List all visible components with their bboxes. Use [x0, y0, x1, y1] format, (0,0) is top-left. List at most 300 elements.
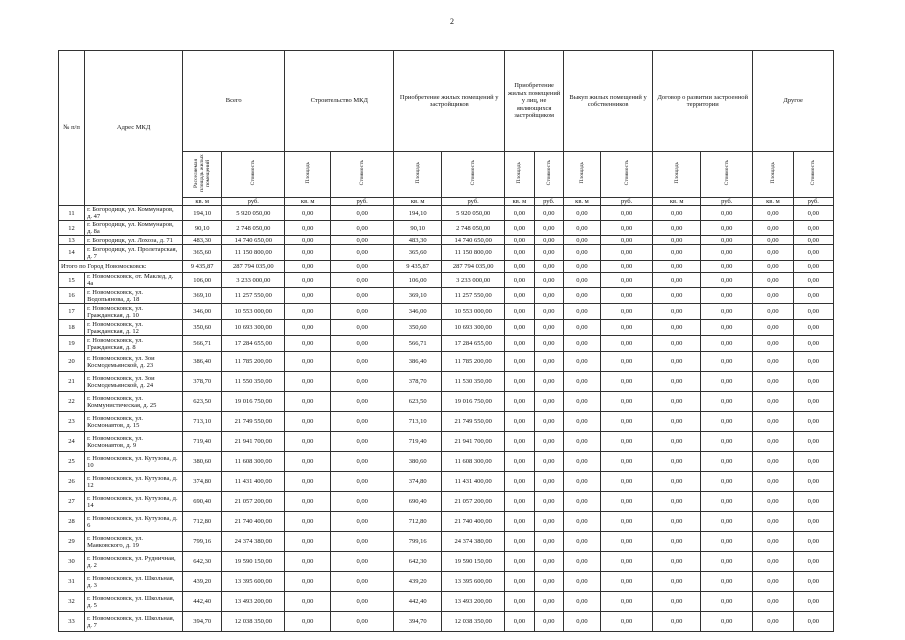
cell-area: 0,00 — [285, 592, 331, 612]
cell-area: 0,00 — [753, 221, 793, 236]
cell-cost: 21 749 550,00 — [442, 412, 505, 432]
unit-rub: руб. — [442, 197, 505, 206]
table-row — [59, 392, 834, 412]
cell-area: 0,00 — [753, 206, 793, 221]
cell-cost: 0,00 — [534, 304, 563, 320]
cell-cost: 12 038 350,00 — [222, 612, 285, 632]
cell-area: 386,40 — [183, 352, 222, 372]
cell-cost: 0,00 — [331, 552, 394, 572]
row-number: 27 — [59, 492, 85, 512]
cell-area: 0,00 — [653, 612, 701, 632]
cell-cost: 0,00 — [331, 472, 394, 492]
cell-cost: 0,00 — [701, 236, 753, 245]
cell-area: 0,00 — [505, 352, 534, 372]
cell-area: 0,00 — [563, 261, 600, 273]
cell-cost: 0,00 — [534, 592, 563, 612]
cell-cost: 21 057 200,00 — [222, 492, 285, 512]
row-number: 16 — [59, 288, 85, 304]
cell-cost: 24 374 380,00 — [222, 532, 285, 552]
cell-area: 0,00 — [285, 452, 331, 472]
row-number: 32 — [59, 592, 85, 612]
cell-cost: 0,00 — [600, 352, 652, 372]
cell-area: 0,00 — [505, 532, 534, 552]
cell-area: 0,00 — [753, 336, 793, 352]
cell-cost: 0,00 — [331, 304, 394, 320]
cell-area: 0,00 — [563, 273, 600, 288]
cell-area: 0,00 — [563, 432, 600, 452]
row-address: г. Новомосковск, ул. Водопьянова, д. 18 — [85, 288, 183, 304]
cell-cost: 0,00 — [534, 221, 563, 236]
cell-cost: 0,00 — [701, 572, 753, 592]
group-header-development-contract: Договор о развитии застроенной территории — [653, 51, 753, 152]
table-row — [59, 612, 834, 632]
cell-area: 0,00 — [563, 572, 600, 592]
cell-cost: 0,00 — [701, 452, 753, 472]
cell-area: 566,71 — [183, 336, 222, 352]
cell-area: 0,00 — [563, 452, 600, 472]
cell-cost: 0,00 — [331, 412, 394, 432]
table-row — [59, 552, 834, 572]
cell-cost: 0,00 — [793, 432, 833, 452]
group-header-buyout: Выкуп жилых помещений у собственников — [563, 51, 652, 152]
cell-area: 0,00 — [285, 552, 331, 572]
cell-cost: 0,00 — [701, 245, 753, 261]
row-address: г. Новомосковск, ул. Космонавтов, д. 9 — [85, 432, 183, 452]
cell-cost: 11 608 300,00 — [222, 452, 285, 472]
cell-area: 0,00 — [505, 412, 534, 432]
table-row — [59, 472, 834, 492]
cell-cost: 0,00 — [600, 392, 652, 412]
cell-area: 0,00 — [563, 392, 600, 412]
cell-area: 374,80 — [183, 472, 222, 492]
cell-cost: 0,00 — [793, 552, 833, 572]
col-num-header: № п/п — [59, 51, 85, 206]
row-address: г. Новомосковск, ул. Школьная, д. 5 — [85, 592, 183, 612]
cell-area: 0,00 — [505, 432, 534, 452]
row-address: г. Новомосковск, от. Маклед, д. 4а — [85, 273, 183, 288]
cell-cost: 0,00 — [701, 512, 753, 532]
cell-area: 9 435,87 — [183, 261, 222, 273]
cell-area: 378,70 — [183, 372, 222, 392]
cell-area: 0,00 — [753, 612, 793, 632]
cell-cost: 12 038 350,00 — [442, 612, 505, 632]
cell-cost: 11 530 350,00 — [442, 372, 505, 392]
cell-cost: 0,00 — [534, 512, 563, 532]
cell-area: 0,00 — [563, 288, 600, 304]
cell-cost: 0,00 — [793, 352, 833, 372]
cell-area: 0,00 — [285, 492, 331, 512]
resettlement-table — [58, 50, 834, 632]
cell-cost: 0,00 — [600, 512, 652, 532]
cell-cost: 11 257 550,00 — [222, 288, 285, 304]
cell-area: 0,00 — [505, 572, 534, 592]
cell-area: 0,00 — [753, 552, 793, 572]
cell-cost: 21 057 200,00 — [442, 492, 505, 512]
cell-area: 0,00 — [653, 236, 701, 245]
cell-area: 0,00 — [563, 352, 600, 372]
cell-cost: 0,00 — [793, 320, 833, 336]
cell-area: 378,70 — [394, 372, 442, 392]
row-number: 31 — [59, 572, 85, 592]
row-address: г. Новомосковск, ул. Кутузова, д. 10 — [85, 452, 183, 472]
cell-cost: 0,00 — [701, 320, 753, 336]
cell-area: 369,10 — [394, 288, 442, 304]
row-number: 20 — [59, 352, 85, 372]
cell-cost: 0,00 — [600, 261, 652, 273]
cell-area: 0,00 — [563, 336, 600, 352]
cell-cost: 11 550 350,00 — [222, 372, 285, 392]
cell-area: 0,00 — [753, 452, 793, 472]
cell-cost: 0,00 — [793, 512, 833, 532]
sub-header-area: Площадь — [563, 152, 600, 198]
cell-area: 0,00 — [563, 304, 600, 320]
table-row — [59, 592, 834, 612]
cell-cost: 0,00 — [600, 372, 652, 392]
cell-cost: 0,00 — [331, 572, 394, 592]
cell-area: 0,00 — [563, 236, 600, 245]
cell-cost: 5 920 050,00 — [442, 206, 505, 221]
cell-area: 0,00 — [653, 372, 701, 392]
cell-area: 0,00 — [285, 432, 331, 452]
cell-area: 350,60 — [183, 320, 222, 336]
cell-cost: 0,00 — [793, 472, 833, 492]
cell-cost: 21 740 400,00 — [222, 512, 285, 532]
row-address: г. Новомосковск, ул. Гражданская, д. 12 — [85, 320, 183, 336]
table-row — [59, 245, 834, 261]
cell-area: 0,00 — [505, 592, 534, 612]
cell-area: 442,40 — [183, 592, 222, 612]
cell-area: 642,30 — [183, 552, 222, 572]
cell-cost: 0,00 — [793, 221, 833, 236]
cell-area: 346,00 — [183, 304, 222, 320]
cell-cost: 0,00 — [534, 472, 563, 492]
cell-cost: 21 749 550,00 — [222, 412, 285, 432]
row-number: 33 — [59, 612, 85, 632]
cell-area: 0,00 — [505, 552, 534, 572]
cell-area: 0,00 — [505, 492, 534, 512]
cell-cost: 0,00 — [793, 245, 833, 261]
table-row — [59, 512, 834, 532]
table-row — [59, 412, 834, 432]
cell-cost: 287 794 035,00 — [442, 261, 505, 273]
cell-area: 0,00 — [753, 236, 793, 245]
cell-cost: 5 920 050,00 — [222, 206, 285, 221]
cell-cost: 0,00 — [701, 372, 753, 392]
cell-area: 0,00 — [285, 336, 331, 352]
cell-cost: 2 748 050,00 — [222, 221, 285, 236]
cell-cost: 0,00 — [331, 372, 394, 392]
cell-area: 0,00 — [285, 206, 331, 221]
cell-cost: 10 693 300,00 — [442, 320, 505, 336]
cell-area: 194,10 — [394, 206, 442, 221]
cell-cost: 0,00 — [701, 392, 753, 412]
cell-area: 0,00 — [505, 221, 534, 236]
cell-area: 0,00 — [653, 352, 701, 372]
cell-cost: 0,00 — [600, 288, 652, 304]
cell-area: 623,50 — [394, 392, 442, 412]
row-number: 30 — [59, 552, 85, 572]
cell-area: 106,00 — [394, 273, 442, 288]
cell-cost: 19 590 150,00 — [222, 552, 285, 572]
cell-area: 0,00 — [753, 273, 793, 288]
cell-cost: 0,00 — [701, 472, 753, 492]
cell-area: 0,00 — [563, 592, 600, 612]
cell-area: 0,00 — [753, 245, 793, 261]
cell-area: 0,00 — [285, 273, 331, 288]
cell-cost: 0,00 — [534, 236, 563, 245]
cell-cost: 0,00 — [331, 206, 394, 221]
cell-area: 346,00 — [394, 304, 442, 320]
cell-cost: 0,00 — [701, 412, 753, 432]
cell-cost: 0,00 — [600, 412, 652, 432]
cell-area: 0,00 — [653, 572, 701, 592]
sub-header-cost: Стоимость — [442, 152, 505, 198]
table-row — [59, 492, 834, 512]
unit-rub: руб. — [701, 197, 753, 206]
cell-cost: 3 233 000,00 — [222, 273, 285, 288]
cell-cost: 287 794 035,00 — [222, 261, 285, 273]
cell-cost: 0,00 — [701, 273, 753, 288]
cell-cost: 17 284 655,00 — [442, 336, 505, 352]
cell-cost: 24 374 380,00 — [442, 532, 505, 552]
cell-cost: 0,00 — [600, 221, 652, 236]
cell-area: 0,00 — [653, 392, 701, 412]
cell-cost: 0,00 — [793, 592, 833, 612]
cell-area: 0,00 — [653, 492, 701, 512]
cell-area: 90,10 — [394, 221, 442, 236]
table-body — [59, 206, 834, 632]
cell-area: 0,00 — [505, 372, 534, 392]
cell-area: 712,80 — [394, 512, 442, 532]
cell-area: 0,00 — [653, 552, 701, 572]
cell-cost: 0,00 — [534, 452, 563, 472]
cell-cost: 13 493 200,00 — [222, 592, 285, 612]
cell-cost: 14 740 650,00 — [222, 236, 285, 245]
col-address-header: Адрес МКД — [85, 51, 183, 206]
row-address: г. Новомосковск, ул. Рудничная, д. 2 — [85, 552, 183, 572]
cell-area: 0,00 — [653, 532, 701, 552]
unit-rub: руб. — [534, 197, 563, 206]
cell-cost: 0,00 — [793, 288, 833, 304]
row-address: г. Новомосковск, ул. Кутузова, д. 14 — [85, 492, 183, 512]
cell-cost: 0,00 — [331, 512, 394, 532]
sub-header-area: Площадь — [653, 152, 701, 198]
cell-cost: 0,00 — [701, 336, 753, 352]
cell-cost: 0,00 — [534, 612, 563, 632]
cell-area: 0,00 — [285, 352, 331, 372]
table-row — [59, 372, 834, 392]
cell-cost: 0,00 — [793, 412, 833, 432]
cell-area: 0,00 — [563, 512, 600, 532]
cell-cost: 21 740 400,00 — [442, 512, 505, 532]
cell-area: 0,00 — [753, 492, 793, 512]
row-address: г. Богородицк, ул. Коммунаров, д. 8а — [85, 221, 183, 236]
cell-cost: 19 590 150,00 — [442, 552, 505, 572]
cell-cost: 0,00 — [600, 245, 652, 261]
cell-area: 0,00 — [653, 221, 701, 236]
table-header — [59, 51, 834, 206]
cell-area: 0,00 — [285, 221, 331, 236]
row-number: 28 — [59, 512, 85, 532]
cell-area: 623,50 — [183, 392, 222, 412]
row-address: г. Новомосковск, ул. Маяковского, д. 19 — [85, 532, 183, 552]
cell-area: 0,00 — [563, 372, 600, 392]
cell-area: 0,00 — [753, 532, 793, 552]
cell-area: 0,00 — [285, 372, 331, 392]
table-row — [59, 273, 834, 288]
cell-cost: 0,00 — [701, 552, 753, 572]
cell-cost: 0,00 — [534, 412, 563, 432]
cell-cost: 19 016 750,00 — [442, 392, 505, 412]
unit-m2: кв. м — [505, 197, 534, 206]
row-address: г. Богородицк, ул. Пролетарская, д. 7 — [85, 245, 183, 261]
cell-cost: 0,00 — [793, 372, 833, 392]
cell-cost: 0,00 — [793, 532, 833, 552]
cell-cost: 0,00 — [331, 273, 394, 288]
cell-area: 0,00 — [653, 412, 701, 432]
sub-header-area: Площадь — [394, 152, 442, 198]
table-row — [59, 532, 834, 552]
cell-area: 0,00 — [285, 236, 331, 245]
cell-cost: 0,00 — [600, 572, 652, 592]
row-number: 19 — [59, 336, 85, 352]
cell-area: 0,00 — [505, 236, 534, 245]
cell-area: 0,00 — [285, 412, 331, 432]
row-address: г. Новомосковск, ул. Школьная, д. 3 — [85, 572, 183, 592]
cell-area: 374,80 — [394, 472, 442, 492]
row-number: 18 — [59, 320, 85, 336]
cell-cost: 11 257 550,00 — [442, 288, 505, 304]
page-number: 2 — [450, 17, 454, 26]
group-header-construction: Строительство МКД — [285, 51, 394, 152]
cell-cost: 3 233 000,00 — [442, 273, 505, 288]
table-row — [59, 304, 834, 320]
cell-cost: 0,00 — [534, 372, 563, 392]
cell-cost: 0,00 — [534, 552, 563, 572]
cell-cost: 0,00 — [331, 612, 394, 632]
cell-area: 194,10 — [183, 206, 222, 221]
cell-cost: 11 150 800,00 — [222, 245, 285, 261]
cell-cost: 0,00 — [534, 336, 563, 352]
cell-area: 483,30 — [183, 236, 222, 245]
sub-header-cost: Стоимость — [222, 152, 285, 198]
cell-cost: 0,00 — [793, 336, 833, 352]
cell-cost: 0,00 — [331, 352, 394, 372]
cell-cost: 0,00 — [534, 572, 563, 592]
cell-cost: 10 553 000,00 — [442, 304, 505, 320]
cell-area: 0,00 — [285, 304, 331, 320]
cell-cost: 0,00 — [331, 532, 394, 552]
cell-cost: 11 785 200,00 — [222, 352, 285, 372]
cell-cost: 0,00 — [701, 352, 753, 372]
row-number: 22 — [59, 392, 85, 412]
cell-cost: 0,00 — [331, 592, 394, 612]
row-number: 25 — [59, 452, 85, 472]
cell-area: 0,00 — [505, 261, 534, 273]
cell-area: 0,00 — [753, 472, 793, 492]
cell-area: 0,00 — [653, 206, 701, 221]
cell-cost: 0,00 — [331, 336, 394, 352]
row-address: г. Новомосковск, ул. Гражданская, д. 10 — [85, 304, 183, 320]
table-row — [59, 572, 834, 592]
cell-area: 0,00 — [753, 412, 793, 432]
cell-cost: 0,00 — [331, 392, 394, 412]
row-number: 17 — [59, 304, 85, 320]
cell-area: 0,00 — [563, 412, 600, 432]
cell-cost: 0,00 — [331, 261, 394, 273]
cell-cost: 0,00 — [600, 432, 652, 452]
cell-cost: 14 740 650,00 — [442, 236, 505, 245]
cell-area: 365,60 — [183, 245, 222, 261]
row-number: 13 — [59, 236, 85, 245]
cell-area: 0,00 — [563, 320, 600, 336]
table-total-row — [59, 261, 834, 273]
cell-cost: 0,00 — [331, 452, 394, 472]
cell-cost: 11 150 800,00 — [442, 245, 505, 261]
cell-area: 0,00 — [753, 372, 793, 392]
cell-cost: 0,00 — [600, 336, 652, 352]
cell-cost: 21 941 700,00 — [442, 432, 505, 452]
cell-cost: 0,00 — [331, 245, 394, 261]
cell-cost: 0,00 — [600, 273, 652, 288]
cell-cost: 0,00 — [600, 492, 652, 512]
table-row — [59, 352, 834, 372]
cell-cost: 0,00 — [600, 532, 652, 552]
cell-cost: 0,00 — [701, 532, 753, 552]
cell-cost: 0,00 — [701, 492, 753, 512]
cell-cost: 0,00 — [600, 206, 652, 221]
sub-header-area: Площадь — [753, 152, 793, 198]
cell-area: 369,10 — [183, 288, 222, 304]
cell-area: 0,00 — [505, 320, 534, 336]
cell-cost: 0,00 — [793, 273, 833, 288]
cell-cost: 0,00 — [534, 492, 563, 512]
cell-area: 799,16 — [183, 532, 222, 552]
cell-cost: 11 431 400,00 — [222, 472, 285, 492]
cell-cost: 0,00 — [701, 221, 753, 236]
cell-area: 719,40 — [183, 432, 222, 452]
row-address: г. Новомосковск, ул. Кутузова, д. 12 — [85, 472, 183, 492]
row-address: г. Новомосковск, ул. Зои Космодемьянской, д. 24 — [85, 372, 183, 392]
cell-area: 386,40 — [394, 352, 442, 372]
cell-area: 0,00 — [505, 336, 534, 352]
table-row — [59, 288, 834, 304]
table-row — [59, 221, 834, 236]
cell-area: 690,40 — [394, 492, 442, 512]
cell-cost: 17 284 655,00 — [222, 336, 285, 352]
cell-area: 0,00 — [653, 452, 701, 472]
group-header-total: Всего — [183, 51, 285, 152]
cell-area: 0,00 — [653, 273, 701, 288]
row-address: г. Новомосковск, ул. Гражданская, д. 8 — [85, 336, 183, 352]
cell-area: 365,60 — [394, 245, 442, 261]
cell-area: 442,40 — [394, 592, 442, 612]
cell-cost: 0,00 — [331, 236, 394, 245]
cell-cost: 11 608 300,00 — [442, 452, 505, 472]
cell-cost: 0,00 — [331, 492, 394, 512]
cell-area: 690,40 — [183, 492, 222, 512]
cell-area: 350,60 — [394, 320, 442, 336]
row-address: г. Новомосковск, ул. Зои Космодемьянской, д. 23 — [85, 352, 183, 372]
cell-area: 642,30 — [394, 552, 442, 572]
cell-cost: 0,00 — [600, 304, 652, 320]
sub-header-area: Площадь — [285, 152, 331, 198]
cell-cost: 0,00 — [793, 572, 833, 592]
row-number: 29 — [59, 532, 85, 552]
cell-area: 0,00 — [563, 552, 600, 572]
cell-cost: 0,00 — [534, 392, 563, 412]
cell-area: 394,70 — [183, 612, 222, 632]
